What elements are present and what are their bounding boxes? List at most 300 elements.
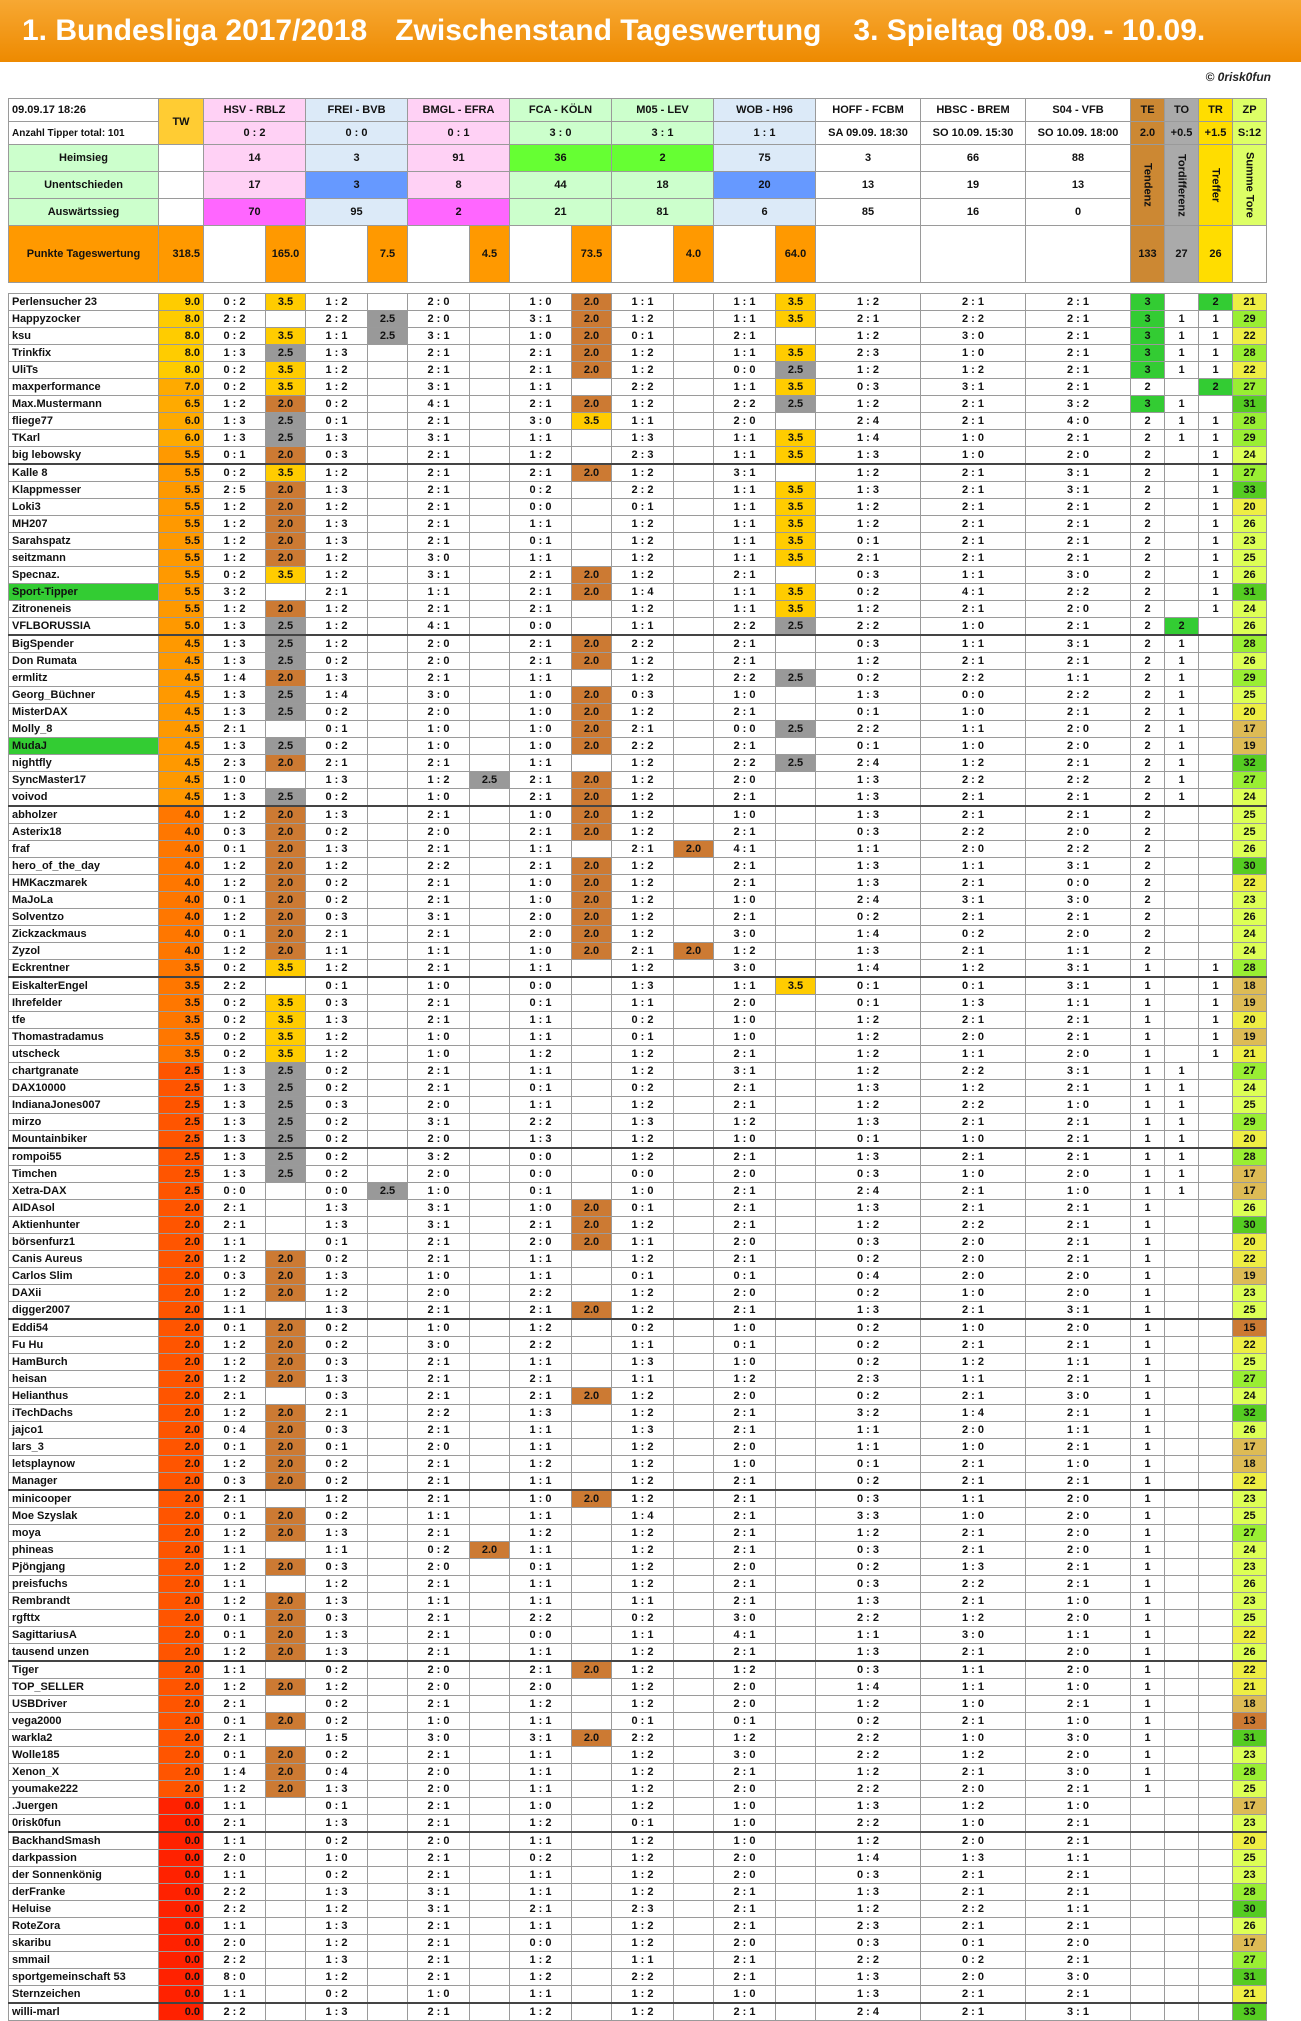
tr-value: +1.5 <box>1199 122 1233 145</box>
tipper-tip: 0 : 0 <box>510 1627 572 1644</box>
tipper-tw: 2.0 <box>159 1508 204 1525</box>
tipper-te <box>1131 1901 1165 1918</box>
tipper-tip: 2 : 2 <box>306 311 368 328</box>
tipper-points: 3.5 <box>572 413 612 430</box>
table-row <box>9 824 1267 841</box>
tipper-tip: 1 : 1 <box>204 1918 266 1935</box>
tipper-tip: 2 : 0 <box>1026 738 1131 755</box>
tipper-tip: 1 : 0 <box>921 345 1026 362</box>
tipper-tip: 2 : 0 <box>714 1850 776 1867</box>
tipper-tr <box>1199 1200 1233 1217</box>
tipper-tip: 2 : 1 <box>408 960 470 978</box>
stat-value: 13 <box>1026 172 1131 199</box>
tipper-points <box>674 1867 714 1884</box>
tipper-tip: 1 : 1 <box>510 1576 572 1593</box>
tipper-points: 2.0 <box>266 926 306 943</box>
tipper-tr <box>1199 635 1233 653</box>
tipper-tip: 2 : 1 <box>1026 345 1131 362</box>
tipper-tr: 1 <box>1199 960 1233 978</box>
tipper-tip: 1 : 0 <box>408 977 470 995</box>
tipper-to <box>1165 1593 1199 1610</box>
tipper-te: 1 <box>1131 1696 1165 1713</box>
tipper-tr <box>1199 1166 1233 1183</box>
tipper-points <box>368 1131 408 1149</box>
tipper-points: 2.0 <box>266 755 306 772</box>
tipper-tip: 0 : 2 <box>510 482 572 499</box>
tipper-zp: 23 <box>1233 1490 1267 1508</box>
tipper-name: DAXii <box>9 1285 159 1302</box>
stat-value: 36 <box>510 145 612 172</box>
tipper-te: 1 <box>1131 1200 1165 1217</box>
tipper-tip: 1 : 1 <box>714 601 776 618</box>
tipper-tip: 2 : 1 <box>714 875 776 892</box>
tipper-points <box>776 464 816 482</box>
table-row <box>9 1901 1267 1918</box>
tipper-te: 2 <box>1131 824 1165 841</box>
tipper-tip: 2 : 0 <box>714 1166 776 1183</box>
to-rotated: Tordifferenz <box>1165 145 1199 226</box>
tipper-tip: 0 : 2 <box>306 1832 368 1850</box>
tipper-points <box>368 977 408 995</box>
tipper-points <box>674 1593 714 1610</box>
tipper-zp: 27 <box>1233 772 1267 789</box>
tipper-te: 3 <box>1131 362 1165 379</box>
tipper-tip: 1 : 3 <box>612 1422 674 1439</box>
tipper-points <box>368 1456 408 1473</box>
tipper-points <box>776 1200 816 1217</box>
tipper-points <box>572 1798 612 1815</box>
tipper-to <box>1165 1046 1199 1063</box>
tipper-tip: 2 : 1 <box>921 1867 1026 1884</box>
tipper-tip: 2 : 1 <box>714 1473 776 1491</box>
tipper-tr <box>1199 721 1233 738</box>
tipper-tip: 2 : 2 <box>1026 772 1131 789</box>
tipper-tw: 6.0 <box>159 413 204 430</box>
tipper-tw: 4.5 <box>159 721 204 738</box>
tipper-tr <box>1199 1627 1233 1644</box>
tipper-tip: 0 : 3 <box>306 995 368 1012</box>
tipper-tip: 1 : 3 <box>306 1525 368 1542</box>
tipper-tip: 1 : 2 <box>612 1884 674 1901</box>
tipper-tip: 2 : 1 <box>204 1217 266 1234</box>
tipper-tip: 1 : 0 <box>714 1815 776 1833</box>
tipper-tip: 2 : 1 <box>408 1644 470 1662</box>
tipper-to: 1 <box>1165 345 1199 362</box>
tipper-points <box>572 1080 612 1097</box>
table-row <box>9 1490 1267 1508</box>
tipper-tip: 1 : 2 <box>612 1148 674 1166</box>
tipper-points: 3.5 <box>776 550 816 567</box>
tipper-points <box>470 995 510 1012</box>
tipper-tip: 3 : 0 <box>714 926 776 943</box>
tipper-tip: 1 : 1 <box>510 1508 572 1525</box>
tipper-tw: 3.5 <box>159 1029 204 1046</box>
tipper-tr <box>1199 1131 1233 1149</box>
tipper-tip: 2 : 0 <box>408 704 470 721</box>
tipper-points <box>674 1559 714 1576</box>
tipper-tw: 8.0 <box>159 328 204 345</box>
tipper-points <box>776 738 816 755</box>
tipper-points <box>470 670 510 687</box>
tipper-to <box>1165 584 1199 601</box>
tipper-tip: 2 : 0 <box>408 1439 470 1456</box>
tipper-tip: 2 : 1 <box>408 1935 470 1952</box>
tipper-points: 2.0 <box>572 909 612 926</box>
tipper-points: 2.0 <box>266 892 306 909</box>
tipper-tip: 2 : 1 <box>612 943 674 960</box>
tipper-to: 1 <box>1165 738 1199 755</box>
tipper-points <box>470 1388 510 1405</box>
tipper-tip: 1 : 2 <box>306 550 368 567</box>
tipper-tip: 2 : 1 <box>1026 1986 1131 2004</box>
tipper-tip: 1 : 2 <box>816 1029 921 1046</box>
tipper-name: seitzmann <box>9 550 159 567</box>
tipper-points <box>470 1986 510 2004</box>
tipper-tip: 1 : 3 <box>204 430 266 447</box>
tipper-to <box>1165 447 1199 465</box>
tipper-points: 2.5 <box>368 1183 408 1200</box>
tipper-points <box>368 516 408 533</box>
tipper-tip: 1 : 2 <box>816 1012 921 1029</box>
tipper-tip: 2 : 1 <box>1026 1696 1131 1713</box>
tipper-tw: 4.0 <box>159 824 204 841</box>
tipper-tip: 1 : 0 <box>714 1798 776 1815</box>
tipper-to <box>1165 1302 1199 1320</box>
stat-value: 21 <box>510 199 612 226</box>
tipper-tip: 2 : 1 <box>921 1644 1026 1662</box>
tipper-zp: 18 <box>1233 1696 1267 1713</box>
tipper-tw: 4.0 <box>159 841 204 858</box>
tipper-tip: 1 : 1 <box>510 430 572 447</box>
tipper-tip: 2 : 1 <box>714 824 776 841</box>
tipper-te: 1 <box>1131 1439 1165 1456</box>
table-row <box>9 1884 1267 1901</box>
match-name-5: WOB - H96 <box>714 99 816 122</box>
tipper-tr <box>1199 1285 1233 1302</box>
tipper-tw: 3.5 <box>159 960 204 978</box>
tipper-tip: 3 : 1 <box>1026 2003 1131 2021</box>
tipper-tip: 0 : 1 <box>306 1234 368 1251</box>
tipper-te <box>1131 1918 1165 1935</box>
tipper-points <box>572 1559 612 1576</box>
tipper-tr <box>1199 1542 1233 1559</box>
tipper-tip: 2 : 0 <box>1026 721 1131 738</box>
tipper-tip: 2 : 1 <box>714 1508 776 1525</box>
tipper-tip: 1 : 1 <box>510 670 572 687</box>
table-row <box>9 1439 1267 1456</box>
tipper-points <box>266 1952 306 1969</box>
tipper-points <box>674 1439 714 1456</box>
tipper-points <box>776 1131 816 1149</box>
tipper-tip: 2 : 1 <box>408 482 470 499</box>
tipper-to: 1 <box>1165 687 1199 704</box>
tipper-zp: 31 <box>1233 396 1267 413</box>
tipper-points <box>674 1319 714 1337</box>
tipper-tip: 2 : 0 <box>408 1832 470 1850</box>
tipper-tip: 2 : 1 <box>921 789 1026 807</box>
tipper-points <box>674 379 714 396</box>
tipper-te <box>1131 1832 1165 1850</box>
tipper-tip: 2 : 0 <box>510 909 572 926</box>
tipper-tip: 0 : 1 <box>714 1268 776 1285</box>
te-value: 2.0 <box>1131 122 1165 145</box>
tipper-points: 2.0 <box>572 824 612 841</box>
tipper-tip: 3 : 1 <box>408 379 470 396</box>
tipper-name: Solventzo <box>9 909 159 926</box>
tipper-points: 2.0 <box>266 1439 306 1456</box>
tipper-tip: 3 : 3 <box>816 1508 921 1525</box>
tipper-points <box>674 1798 714 1815</box>
tipper-tip: 2 : 0 <box>408 1097 470 1114</box>
points-match <box>921 226 1026 283</box>
tipper-tip: 1 : 2 <box>306 1935 368 1952</box>
tipper-to: 1 <box>1165 1097 1199 1114</box>
tipper-name: chartgranate <box>9 1063 159 1080</box>
tipper-tr <box>1199 1935 1233 1952</box>
tipper-tip: 1 : 2 <box>306 1679 368 1696</box>
tipper-points <box>776 1302 816 1320</box>
table-row <box>9 362 1267 379</box>
tipper-tip: 1 : 0 <box>408 1029 470 1046</box>
stat-value: 6 <box>714 199 816 226</box>
tipper-zp: 28 <box>1233 413 1267 430</box>
tipper-tip: 3 : 0 <box>1026 1388 1131 1405</box>
tipper-tip: 1 : 0 <box>714 1832 776 1850</box>
table-row <box>9 618 1267 636</box>
tipper-tip: 0 : 2 <box>816 1473 921 1491</box>
tipper-tip: 1 : 2 <box>921 362 1026 379</box>
tipper-tip: 2 : 1 <box>408 1490 470 1508</box>
tipper-tip: 1 : 3 <box>306 1815 368 1833</box>
tipper-points <box>674 1764 714 1781</box>
tipper-tip: 1 : 3 <box>612 977 674 995</box>
tipper-tip: 1 : 2 <box>612 1063 674 1080</box>
tipper-zp: 24 <box>1233 926 1267 943</box>
tipper-tr <box>1199 1986 1233 2004</box>
tipper-points <box>368 533 408 550</box>
tipper-to <box>1165 516 1199 533</box>
tipper-points <box>776 1473 816 1491</box>
tipper-zp: 26 <box>1233 1576 1267 1593</box>
tipper-points <box>368 721 408 738</box>
tipper-tip: 2 : 5 <box>204 482 266 499</box>
tipper-tip: 0 : 2 <box>306 738 368 755</box>
tipper-points <box>470 328 510 345</box>
table-row <box>9 1952 1267 1969</box>
tipper-tip: 1 : 0 <box>921 1285 1026 1302</box>
tipper-points <box>470 841 510 858</box>
tipper-tip: 1 : 1 <box>510 1884 572 1901</box>
tipper-tip: 0 : 1 <box>612 499 674 516</box>
tipper-zp: 31 <box>1233 1969 1267 1986</box>
tipper-tw: 4.0 <box>159 943 204 960</box>
tipper-tip: 0 : 1 <box>816 533 921 550</box>
tipper-points <box>266 1935 306 1952</box>
tipper-tip: 0 : 2 <box>306 1337 368 1354</box>
tipper-points <box>470 1490 510 1508</box>
tipper-tip: 1 : 3 <box>204 1097 266 1114</box>
tipper-tip: 2 : 1 <box>921 653 1026 670</box>
tipper-points: 3.5 <box>266 960 306 978</box>
tipper-tip: 2 : 0 <box>714 1439 776 1456</box>
tipper-tip: 1 : 0 <box>510 875 572 892</box>
tipper-name: Xenon_X <box>9 1764 159 1781</box>
tipper-points <box>368 670 408 687</box>
tipper-tip: 2 : 1 <box>408 1850 470 1867</box>
tipper-name: moya <box>9 1525 159 1542</box>
tipper-points <box>368 1251 408 1268</box>
tipper-tip: 2 : 1 <box>306 1405 368 1422</box>
tipper-tw: 5.0 <box>159 618 204 636</box>
tipper-tw: 2.5 <box>159 1114 204 1131</box>
tipper-tr: 2 <box>1199 379 1233 396</box>
tipper-points <box>470 618 510 636</box>
tipper-tw: 2.0 <box>159 1405 204 1422</box>
tipper-tr <box>1199 1354 1233 1371</box>
points-spacer <box>714 226 776 283</box>
tipper-points <box>368 1627 408 1644</box>
stat-value: 95 <box>306 199 408 226</box>
tipper-te: 2 <box>1131 670 1165 687</box>
tipper-tip: 1 : 2 <box>612 464 674 482</box>
tipper-points <box>470 926 510 943</box>
tipper-tip: 1 : 2 <box>612 1559 674 1576</box>
tipper-tip: 2 : 0 <box>714 995 776 1012</box>
tipper-to <box>1165 1832 1199 1850</box>
tipper-tip: 0 : 1 <box>204 1319 266 1337</box>
tipper-tr <box>1199 1832 1233 1850</box>
tipper-tip: 2 : 1 <box>921 1593 1026 1610</box>
tipper-points <box>776 1405 816 1422</box>
tipper-tip: 2 : 2 <box>921 311 1026 328</box>
tipper-tip: 0 : 3 <box>816 1576 921 1593</box>
tipper-tip: 2 : 0 <box>714 1679 776 1696</box>
tipper-tr <box>1199 1251 1233 1268</box>
tipper-tip: 2 : 1 <box>408 2003 470 2021</box>
tipper-points <box>368 1302 408 1320</box>
tipper-points <box>470 1559 510 1576</box>
tipper-points <box>674 567 714 584</box>
tipper-name: willi-marl <box>9 2003 159 2021</box>
tipper-te: 2 <box>1131 841 1165 858</box>
tipper-tip: 2 : 1 <box>408 1063 470 1080</box>
tipper-points <box>368 1696 408 1713</box>
tipper-tw: 8.0 <box>159 345 204 362</box>
tipper-to <box>1165 1542 1199 1559</box>
tipper-points: 3.5 <box>266 1029 306 1046</box>
stat-value: 66 <box>921 145 1026 172</box>
tipper-te: 1 <box>1131 1644 1165 1662</box>
tipper-tip: 0 : 1 <box>612 328 674 345</box>
tipper-tip: 1 : 2 <box>714 1661 776 1679</box>
tipper-name: tfe <box>9 1012 159 1029</box>
tipper-tip: 2 : 1 <box>714 1097 776 1114</box>
tipper-tw: 0.0 <box>159 1815 204 1833</box>
tipper-te: 3 <box>1131 396 1165 413</box>
tipper-tip: 0 : 3 <box>816 1542 921 1559</box>
tipper-points <box>572 533 612 550</box>
tipper-points <box>572 755 612 772</box>
tipper-points <box>674 1508 714 1525</box>
tipper-te: 2 <box>1131 550 1165 567</box>
points-match <box>1026 226 1131 283</box>
tipper-tip: 2 : 1 <box>408 413 470 430</box>
tipper-tip: 2 : 4 <box>816 1183 921 1200</box>
tipper-tw: 2.0 <box>159 1302 204 1320</box>
tipper-tip: 1 : 1 <box>510 1439 572 1456</box>
tipper-tip: 1 : 3 <box>306 1012 368 1029</box>
tipper-tip: 2 : 1 <box>921 1114 1026 1131</box>
tipper-points <box>470 1131 510 1149</box>
tipper-points <box>368 824 408 841</box>
tipper-tip: 2 : 1 <box>408 1627 470 1644</box>
points-spacer <box>408 226 470 283</box>
tipper-points <box>470 294 510 311</box>
tipper-tip: 1 : 0 <box>510 1490 572 1508</box>
tipper-tip: 2 : 1 <box>510 789 572 807</box>
tipper-tip: 0 : 3 <box>816 635 921 653</box>
tipper-te: 2 <box>1131 858 1165 875</box>
tipper-tip: 0 : 1 <box>510 1183 572 1200</box>
tipper-tip: 2 : 3 <box>204 755 266 772</box>
tipper-points <box>776 1627 816 1644</box>
tipper-te <box>1131 1969 1165 1986</box>
tipper-tip: 2 : 0 <box>408 824 470 841</box>
tipper-to <box>1165 1234 1199 1251</box>
tipper-tip: 1 : 1 <box>714 430 776 447</box>
tipper-tr <box>1199 1610 1233 1627</box>
tipper-tip: 1 : 5 <box>306 1730 368 1747</box>
tipper-tip: 2 : 0 <box>921 1251 1026 1268</box>
tipper-name: Wolle185 <box>9 1747 159 1764</box>
tipper-te: 1 <box>1131 1166 1165 1183</box>
tipper-points <box>572 1747 612 1764</box>
tipper-points <box>266 1217 306 1234</box>
tipper-points <box>572 1952 612 1969</box>
tipper-points <box>776 1371 816 1388</box>
tipper-tip: 1 : 2 <box>816 653 921 670</box>
tipper-zp: 25 <box>1233 1302 1267 1320</box>
tipper-name: EiskalterEngel <box>9 977 159 995</box>
tipper-tip: 1 : 2 <box>612 926 674 943</box>
tipper-tip: 1 : 1 <box>714 482 776 499</box>
tipper-zp: 24 <box>1233 789 1267 807</box>
tipper-tip: 1 : 3 <box>306 430 368 447</box>
tipper-te: 1 <box>1131 1319 1165 1337</box>
table-row <box>9 977 1267 995</box>
tipper-te: 1 <box>1131 1388 1165 1405</box>
tipper-te: 2 <box>1131 430 1165 447</box>
table-row <box>9 1508 1267 1525</box>
tipper-points <box>776 1661 816 1679</box>
tipper-tip: 2 : 1 <box>1026 1337 1131 1354</box>
tipper-tip: 1 : 1 <box>1026 1850 1131 1867</box>
tipper-tip: 1 : 1 <box>816 1627 921 1644</box>
tipper-tip: 2 : 1 <box>408 1388 470 1405</box>
tipper-zp: 32 <box>1233 1405 1267 1422</box>
tipper-points: 3.5 <box>266 328 306 345</box>
tipper-points <box>470 533 510 550</box>
tipper-te: 1 <box>1131 1764 1165 1781</box>
tipper-tip: 1 : 2 <box>306 601 368 618</box>
tipper-tip: 1 : 2 <box>612 396 674 413</box>
tipper-points <box>470 1166 510 1183</box>
tipper-tip: 2 : 1 <box>921 1473 1026 1491</box>
tipper-tip: 0 : 0 <box>714 362 776 379</box>
table-row <box>9 1405 1267 1422</box>
tipper-te: 2 <box>1131 584 1165 601</box>
tipper-tip: 2 : 0 <box>714 1867 776 1884</box>
